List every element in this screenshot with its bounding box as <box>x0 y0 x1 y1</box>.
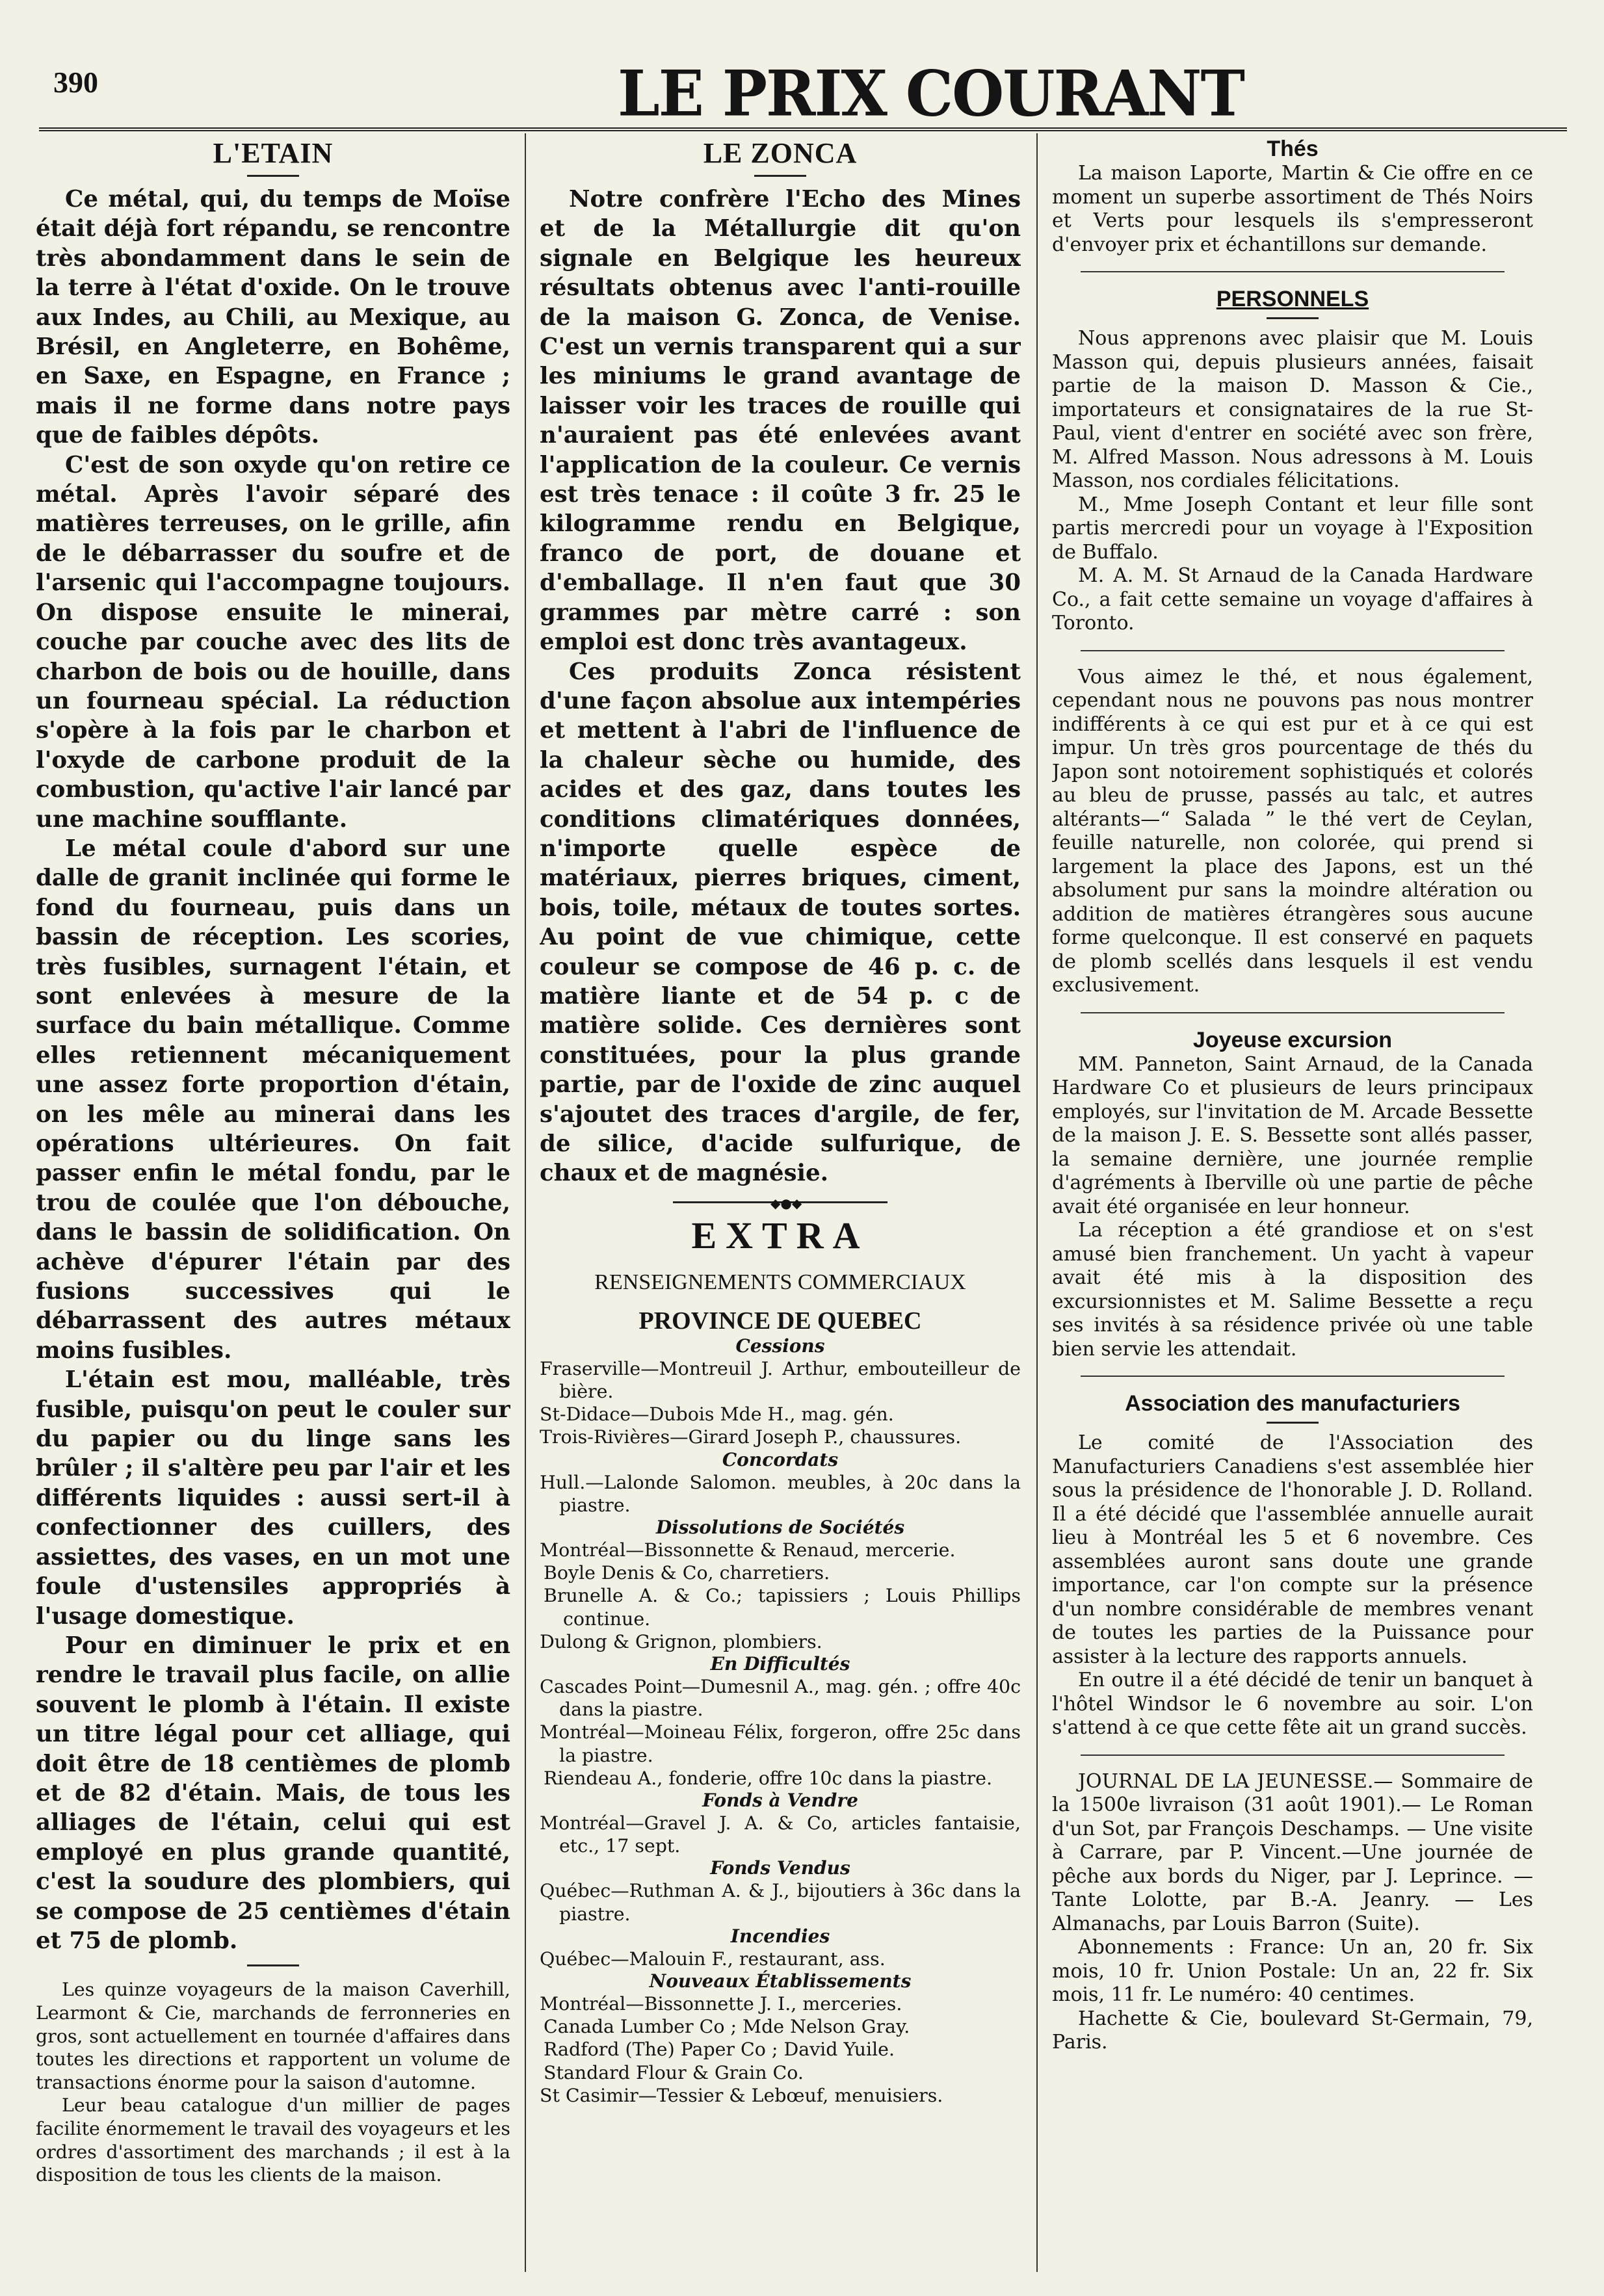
listing-entry: Boyle Denis & Co, charretiers. <box>544 1562 830 1584</box>
page-number: 390 <box>53 66 98 99</box>
personnels-para: M., Mme Joseph Contant et leur fille sont partis mercredi pour un voyage à l'Exposition de Buffalo. <box>1052 493 1533 564</box>
listing-entry: Montréal—Gravel J. A. & Co, articles fantaisie, etc., 17 sept. <box>540 1812 1021 1857</box>
the-para: Vous aimez le thé, et nous également, cependant nous ne pouvons pas nous montrer indifférents à ce qui est pur et à ce qui est impur. Un très gros pourcentage de thés du Japon sont notoirement sophistiqués et colorés au bleu de prusse, passés au talc, et autres altérants—“ Salada ” le thé vert de Ceylan, feuille naturelle, non colorée, qui prend si largement la place des Japons, est un thé absolument pur sans la moindre altération ou addition de matières étrangères sous aucune forme quelconque. Il est conservé en paquets de plomb scellés dans lesquels il est vendu exclusivement. <box>1052 665 1533 997</box>
province-heading: PROVINCE DE QUEBEC <box>638 1307 922 1335</box>
section-rule <box>1081 650 1504 651</box>
journal-section <box>1052 1770 1533 2055</box>
etain-para: Ce métal, qui, du temps de Moïse était déjà fort répandu, se rencontre très abondamment dans le sein de la terre à l'état d'oxide. On le trouve aux Indes, au Chili, au Mexique, au Brésil, en Angleterre, en Bohême, en Saxe, en Espagne, en France ; mais il ne forme dans notre pays que de faibles dépôts. <box>36 186 510 449</box>
extra-heading: EXTRA <box>691 1214 869 1257</box>
fonds-vendre-heading: Fonds à Vendre <box>702 1790 858 1812</box>
thes-title: Thés <box>1267 137 1319 161</box>
column-divider <box>1036 133 1038 2272</box>
journal-para: JOURNAL DE LA JEUNESSE.— Sommaire de la 1500e livraison (31 août 1901).— Le Roman d'un Sot, par François Deschamps. — Une visite à Carrare, par P. Vincent.—Une journée de pêche aux bords du Niger, par J. Leprince. — Tante Lolotte, par B.-A. Jeanry. — Les Almanachs, par Louis Barron (Suite). <box>1052 1769 1533 1935</box>
header-rule <box>39 127 1567 131</box>
personnels-section <box>1052 327 1533 636</box>
page-header <box>39 59 1567 137</box>
listing-entry: Cascades Point—Dumesnil A., mag. gén. ; offre 40c dans la piastre. <box>540 1676 1021 1721</box>
joyeuse-title: Joyeuse excursion <box>1192 1027 1393 1052</box>
commercial-listings <box>540 1335 1021 2107</box>
column-divider <box>525 133 526 2272</box>
listing-entry: Riendeau A., fonderie, offre 10c dans la piastre. <box>544 1767 992 1789</box>
concordats-heading: Concordats <box>722 1448 839 1470</box>
listing-entry: Québec—Malouin F., restaurant, ass. <box>540 1948 886 1970</box>
zonca-para: Notre confrère l'Echo des Mines et de la Métallurgie dit qu'on signale en Belgique les heureux résultats obtenus avec l'anti-rouille de la maison G. Zonca, de Venise. C'est un vernis transparent qui a sur les miniums le grand avantage de laisser voir les traces de rouille qui n'auraient pas été enlevées avant l'application de la couleur. Ce vernis est très tenace : il coûte 3 fr. 25 le kilogramme rendu en Belgique, franco de port, de douane et d'emballage. Il n'en faut que 30 grammes par mètre carré : son emploi est donc très avantageux. <box>540 186 1021 656</box>
title-rule <box>1267 317 1319 319</box>
difficultes-heading: En Difficultés <box>710 1653 850 1675</box>
fonds-vendus-heading: Fonds Vendus <box>710 1857 850 1879</box>
listing-entry: Montréal—Moineau Félix, forgeron, offre 25c dans la piastre. <box>540 1721 1021 1766</box>
section-rule <box>1081 271 1504 272</box>
listing-entry: Canada Lumber Co ; Mde Nelson Gray. <box>544 2016 910 2038</box>
section-rule <box>1081 1755 1504 1756</box>
ornament-rule <box>673 1195 887 1211</box>
listing-entry: St-Didace—Dubois Mde H., mag. gén. <box>540 1403 894 1426</box>
thes-section <box>1052 162 1533 257</box>
joyeuse-section <box>1052 1053 1533 1362</box>
etain-para: Pour en diminuer le prix et en rendre le travail plus facile, on allie souvent le plomb à l'étain. Il existe un titre légal pour cet alliage, qui doit être de 18 centièmes de plomb et de 82 d'étain. Mais, de tous les alliages de l'étain, celui qui est employé en plus grande quantité, c'est la soudure des plombiers, qui se compose de 25 centièmes d'étain et 75 de plomb. <box>36 1632 510 1954</box>
listing-entry: Dulong & Grignon, plombiers. <box>540 1630 822 1652</box>
section-rule <box>1081 1012 1504 1013</box>
etain-title: L'ETAIN <box>213 137 334 169</box>
column-etain <box>36 137 510 2270</box>
personnels-para: Nous apprenons avec plaisir que M. Louis Masson qui, depuis plusieurs années, faisait partie de la maison D. Masson & Cie., importateurs et consignataires de la rue St-Paul, vient d'entrer en société avec son frère, M. Alfred Masson. Nous adressons à M. Louis Masson, nos cordiales félicitations. <box>1052 327 1533 492</box>
section-rule <box>247 1964 299 1966</box>
listing-entry: St Casimir—Tessier & Lebœuf, menuisiers. <box>540 2084 943 2106</box>
title-rule <box>754 175 806 177</box>
thes-para: La maison Laporte, Martin & Cie offre en ce moment un superbe assortiment de Thés Noirs et Verts pour lesquels ils s'empresseront d'envoyer prix et échantillons sur demande. <box>1052 162 1533 256</box>
assoc-title: Association des manufacturiers <box>1125 1391 1460 1416</box>
section-rule <box>1081 1376 1504 1377</box>
etain-para: L'étain est mou, malléable, très fusible, puisqu'on peut le couler sur du papier ou du linge sans les brûler ; il s'altère peu par l'air et les différents liquides : aussi sert-il à confectionner des cuillers, des assiettes, des vases, en un mot une foule d'ustensiles appropriés à l'usage domestique. <box>36 1366 510 1630</box>
column-notes <box>1052 137 1533 2270</box>
renseignements-heading: RENSEIGNEMENTS COMMERCIAUX <box>594 1270 966 1294</box>
ornament-icon: ◆●◆ <box>770 1195 802 1211</box>
the-section <box>1052 666 1533 998</box>
listing-entry: Montréal—Bissonnette & Renaud, mercerie. <box>540 1539 956 1561</box>
note-para: Les quinze voyageurs de la maison Caverhill, Learmont & Cie, marchands de ferronneries en gros, sont actuellement en tournée d'affaires dans toutes les directions et rapportent un volume de transactions énorme pour la saison d'automne. <box>36 1979 510 2093</box>
title-rule <box>247 175 299 177</box>
listing-entry: Montréal—Bissonnette J. I., merceries. <box>540 1993 902 2015</box>
zonca-para: Ces produits Zonca résistent d'une façon absolue aux intempéries et mettent à l'abri de l'influence de la chaleur sèche ou humide, des acides et des gaz, dans toutes les conditions climatériques données, n'importe quelle espèce de matériaux, pierres briques, ciment, bois, toile, métaux de toutes sortes. Au point de vue chimique, cette couleur se compose de 46 p. c. de matière liante et de 54 p. c de matière solide. Ces dernières sont constituées, pour la plus grande partie, par de l'oxide de zinc auquel s'ajoutet des traces d'argile, de fer, de silice, d'acide sulfurique, de chaux et de magnésie. <box>540 658 1021 1187</box>
listing-entry: Radford (The) Paper Co ; David Yuile. <box>544 2039 895 2061</box>
etain-para: Le métal coule d'abord sur une dalle de granit inclinée qui forme le fond du fourneau, puis dans un bassin de réception. Les scories, très fusibles, surnagent l'étain, et sont enlevées à mesure de la surface du bain métallique. Comme elles retiennent mécaniquement une assez forte proportion d'étain, on les mêle au minerai dans les opérations ultérieures. On fait passer enfin le métal fondu, par le trou de coulée que l'on débouche, dans le bassin de solidification. On achève d'épurer l'étain par des fusions successives qui le débarrassent des autres métaux moins fusibles. <box>36 835 510 1364</box>
incendies-heading: Incendies <box>730 1925 830 1947</box>
assoc-para: En outre il a été décidé de tenir un banquet à l'hôtel Windsor le 6 novembre au soir. L'on s'attend à ce que cette fête ait un grand succès. <box>1052 1669 1533 1739</box>
listing-entry: Standard Flour & Grain Co. <box>544 2061 804 2083</box>
journal-para: Hachette & Cie, boulevard St-Germain, 79, Paris. <box>1052 2007 1533 2054</box>
cessions-heading: Cessions <box>735 1335 825 1357</box>
note-para: Leur beau catalogue d'un millier de pages facilite énormement le travail des voyageurs et les ordres d'assortiment des marchands ; il est à la disposition de tous les clients de la maison. <box>36 2094 510 2186</box>
listing-entry: Fraserville—Montreuil J. Arthur, embouteilleur de bière. <box>540 1357 1021 1403</box>
etain-para: C'est de son oxyde qu'on retire ce métal. Après l'avoir séparé des matières terreuses, on le grille, afin de le débarrasser du soufre et de l'arsenic qui l'accompagne toujours. On dispose ensuite le minerai, couche par couche avec des lits de charbon de bois ou de houille, dans un fourneau spécial. La réduction s'opère à la fois par le charbon et l'oxyde de carbone produit de la combustion, qu'active l'air lancé par une machine soufflante. <box>36 451 510 833</box>
zonca-article <box>540 185 1021 1188</box>
joyeuse-para: La réception a été grandiose et on s'est amusé bien franchement. Un yacht à vapeur avait été mis à la disposition des excursionnistes et M. Salime Bessette a reçu ses invités à sa résidence privée où une table bien servie les attendait. <box>1052 1219 1533 1361</box>
etain-article <box>36 185 510 1955</box>
masthead-logo: LE PRIX COURANT <box>618 57 1244 131</box>
listing-entry: Trois-Rivières—Girard Joseph P., chaussures. <box>540 1426 962 1448</box>
listing-entry: Québec—Ruthman A. & J., bijoutiers à 36c dans la piastre. <box>540 1880 1021 1925</box>
assoc-para: Le comité de l'Association des Manufacturiers Canadiens s'est assemblée hier sous la présidence de l'honorable J. D. Rolland. Il a été décidé que l'assemblée annuelle aurait lieu à Montréal les 5 et 6 novembre. Ces assemblées auront sans doute une grande importance, car l'on compte sur la présence d'un nombre considérable de membres venant de toutes les parties de la Puissance pour assister à la lecture des rapports annuels. <box>1052 1431 1533 1668</box>
journal-para: Abonnements : France: Un an, 20 fr. Six mois, 10 fr. Union Postale: Un an, 22 fr. Six mois, 11 fr. Le numéro: 40 centimes. <box>1052 1936 1533 2006</box>
nouveaux-heading: Nouveaux Établissements <box>649 1970 912 1992</box>
zonca-title: LE ZONCA <box>703 137 858 169</box>
caverhill-note <box>36 1978 510 2186</box>
listing-entry: Hull.—Lalonde Salomon. meubles, à 20c dans la piastre. <box>540 1471 1021 1516</box>
column-zonca <box>540 137 1021 2270</box>
listing-entry: Brunelle A. & Co.; tapissiers ; Louis Phillips continue. <box>544 1585 1021 1630</box>
personnels-para: M. A. M. St Arnaud de la Canada Hardware Co., a fait cette semaine un voyage d'affaires à Toronto. <box>1052 564 1533 634</box>
joyeuse-para: MM. Panneton, Saint Arnaud, de la Canada Hardware Co et plusieurs de leurs principaux employés, sur l'invitation de M. Arcade Bessette de la maison J. E. S. Bessette sont allés passer, la semaine dernière, une journée remplie d'agréments à Iberville où une partie de pêche avait été organisée en leur honneur. <box>1052 1052 1533 1218</box>
dissolutions-heading: Dissolutions de Sociétés <box>655 1517 905 1539</box>
personnels-title: PERSONNELS <box>1216 287 1369 311</box>
assoc-section <box>1052 1431 1533 1740</box>
title-rule <box>1267 1422 1319 1424</box>
